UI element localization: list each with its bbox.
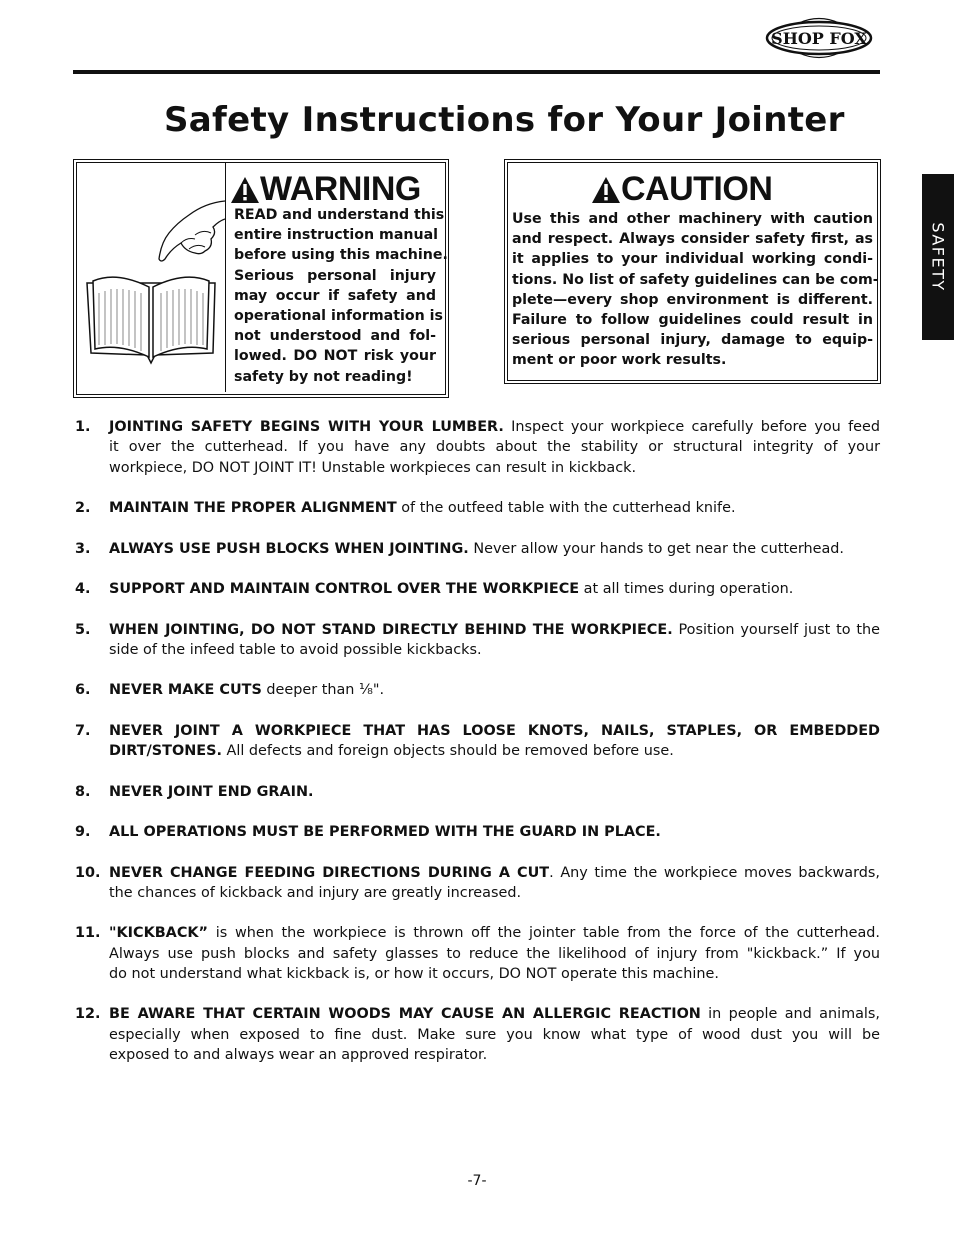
side-tab-label: SAFETY [928, 222, 948, 292]
header-rule [73, 70, 880, 74]
item-number: 9. [75, 824, 91, 841]
item-first-line [109, 822, 880, 842]
instruction-item [75, 721, 880, 762]
warning-line: READ and understand this [234, 207, 445, 223]
item-heading: ALWAYS USE PUSH BLOCKS WHEN JOINTING. [109, 540, 469, 557]
instruction-item [75, 782, 880, 802]
warning-line: not understood and fol- [234, 328, 436, 345]
caution-line: serious personal injury, damage to equip- [512, 332, 873, 349]
item-first-line [109, 579, 880, 599]
item-continuation-line [109, 944, 880, 964]
warning-line: may occur if safety and [234, 287, 436, 304]
item-continuation-line [109, 640, 880, 660]
caution-text [512, 209, 879, 371]
warning-triangle-icon [230, 176, 260, 204]
page-number: -7- [467, 1173, 487, 1189]
item-first-line [109, 782, 880, 802]
item-heading: NEVER MAKE CUTS [109, 682, 262, 699]
item-first-line [109, 721, 880, 741]
item-first-line [109, 1004, 880, 1024]
item-text: Position yourself just to the [672, 621, 880, 638]
item-heading: ALL OPERATIONS MUST BE PERFORMED WITH THE GUARD IN PLACE. [109, 824, 661, 841]
instruction-item [75, 620, 880, 661]
item-number: 3. [75, 540, 91, 557]
item-first-line [109, 498, 880, 518]
item-text: . Any time the workpiece moves backwards, [549, 864, 880, 881]
item-text: is when the workpiece is thrown off the jointer table from the force of the cutterhead. [208, 925, 880, 942]
item-text: All defects and foreign objects should be removed before use. [221, 743, 674, 760]
item-number: 5. [75, 621, 91, 638]
warning-line: operational information is [234, 308, 443, 325]
item-first-line [109, 863, 880, 883]
instruction-item [75, 822, 880, 842]
item-text: the chances of kickback and injury are greatly increased. [109, 884, 522, 901]
item-text: Never allow your hands to get near the cutterhead. [468, 540, 845, 557]
item-first-line [109, 539, 880, 559]
caution-line: tions. No list of safety guidelines can be com- [512, 271, 879, 288]
caution-line: and respect. Always consider safety first, as [512, 231, 873, 248]
caution-box [504, 159, 881, 384]
warning-signal-word: WARNING [230, 170, 421, 209]
warning-line: lowed. DO NOT risk your [234, 348, 436, 365]
item-number: 11. [75, 925, 101, 942]
item-text: side of the infeed table to avoid possible kickbacks. [109, 641, 482, 658]
page-title: Safety Instructions for Your Jointer [164, 100, 845, 140]
instruction-item [75, 680, 880, 700]
warning-line: before using this machine. [234, 247, 448, 264]
item-text: of the outfeed table with the cutterhead knife. [396, 500, 736, 517]
item-first-line [109, 620, 880, 640]
item-text: do not understand what kickback is, or how it occurs, DO NOT operate this machine. [109, 965, 719, 982]
item-number: 8. [75, 783, 91, 800]
item-first-line [109, 923, 880, 943]
item-heading: "KICKBACK” [109, 925, 208, 942]
item-text: exposed to and always wear an approved respirator. [109, 1047, 488, 1063]
caution-signal-word: CAUTION [591, 170, 772, 209]
caution-triangle-icon [591, 176, 621, 204]
instruction-item [75, 1004, 880, 1065]
shop-fox-logo [764, 14, 874, 60]
instruction-item [75, 539, 880, 559]
item-continuation-line [109, 437, 880, 457]
item-heading: SUPPORT AND MAINTAIN CONTROL OVER THE WORKPIECE [109, 581, 580, 598]
item-continuation-line [109, 458, 880, 478]
manual-illustration [77, 163, 226, 392]
item-number: 1. [75, 419, 91, 435]
safety-instructions-list [75, 417, 880, 1085]
item-text: at all times during operation. [579, 581, 794, 598]
item-first-line [109, 417, 880, 437]
item-heading: BE AWARE THAT CERTAIN WOODS MAY CAUSE AN ALLERGIC REACTION [109, 1006, 701, 1023]
caution-line: ment or poor work results. [512, 352, 727, 369]
item-text: Always use push blocks and safety glasses to reduce the likelihood of injury from "kickback.” If you [109, 945, 880, 962]
item-number: 2. [75, 500, 91, 517]
item-text: deeper than ¹⁄₈". [261, 682, 385, 699]
item-text: it over the cutterhead. If you have any doubts about the stability or structural integrity of your [109, 439, 880, 456]
item-heading: MAINTAIN THE PROPER ALIGNMENT [109, 500, 397, 517]
item-number: 7. [75, 722, 91, 739]
item-heading: JOINTING SAFETY BEGINS WITH YOUR LUMBER. [109, 419, 504, 435]
item-heading: WHEN JOINTING, DO NOT STAND DIRECTLY BEHIND THE WORKPIECE. [109, 621, 673, 638]
item-continuation-line [109, 1045, 880, 1065]
warning-line: entire instruction manual [234, 227, 439, 244]
caution-line: it applies to your individual working condi- [512, 251, 873, 268]
item-text: Inspect your workpiece carefully before you feed [503, 419, 881, 435]
item-continuation-line [109, 741, 880, 761]
read-manual-icon [77, 163, 225, 392]
caution-line: plete—every shop environment is different. [512, 291, 873, 308]
item-text: workpiece, DO NOT JOINT IT! Unstable workpieces can result in kickback. [109, 459, 637, 476]
warning-text [234, 205, 448, 387]
item-text: in people and animals, [700, 1006, 880, 1023]
instruction-item [75, 417, 880, 478]
item-number: 10. [75, 864, 101, 881]
instruction-item [75, 923, 880, 984]
side-tab-safety [922, 174, 954, 340]
item-heading: NEVER CHANGE FEEDING DIRECTIONS DURING A CUT [109, 864, 550, 881]
item-number: 6. [75, 682, 91, 699]
caution-line: Use this and other machinery with caution [512, 211, 873, 227]
instruction-item [75, 579, 880, 599]
warning-line: Serious personal injury [234, 267, 436, 284]
caution-line: Failure to follow guidelines could result in [512, 312, 873, 329]
item-heading: NEVER JOINT A WORKPIECE THAT HAS LOOSE KNOTS, NAILS, STAPLES, OR EMBEDDED [109, 722, 880, 739]
item-continuation-line [109, 1025, 880, 1045]
warning-box [73, 159, 449, 398]
item-continuation-line [109, 883, 880, 903]
item-number: 4. [75, 581, 91, 598]
item-number: 12. [75, 1006, 101, 1023]
svg-text:SHOP FOX: SHOP FOX [771, 29, 867, 48]
item-continuation-line [109, 964, 880, 984]
warning-line: safety by not reading! [234, 368, 413, 385]
item-text: especially when exposed to fine dust. Make sure you know what type of wood dust you will be [109, 1026, 880, 1043]
instruction-item [75, 498, 880, 518]
item-heading: NEVER JOINT END GRAIN. [109, 783, 314, 800]
item-heading-continued: DIRT/STONES. [109, 743, 222, 760]
instruction-item [75, 863, 880, 904]
item-first-line [109, 680, 880, 700]
